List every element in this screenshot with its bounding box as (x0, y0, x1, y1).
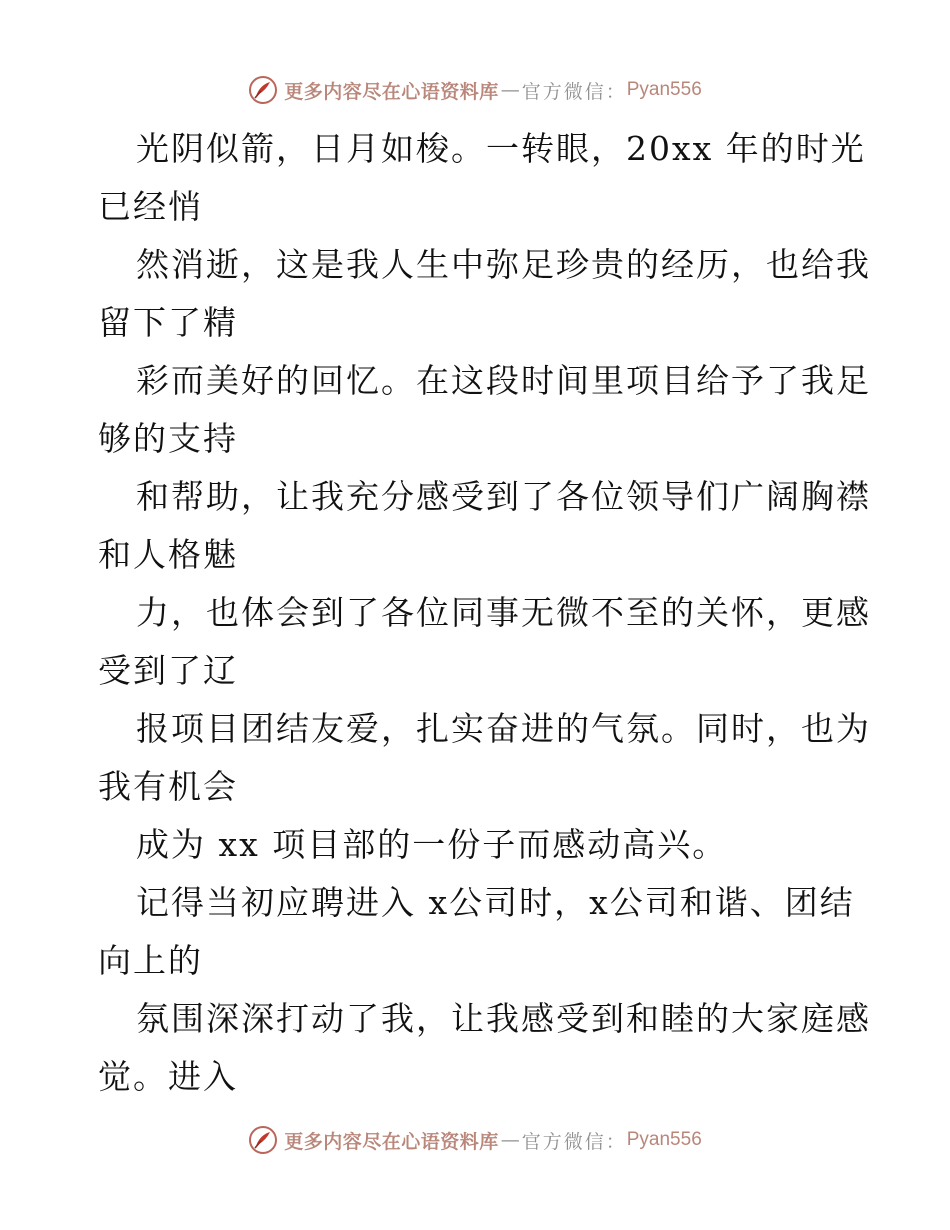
text-line: 已经悄 (98, 187, 203, 226)
text-line: 彩而美好的回忆。在这段时间里项目给予了我足 (136, 361, 871, 400)
footer-banner (0, 1120, 950, 1160)
header-wechat-id: Pyan556 (626, 79, 702, 100)
text-line: 和帮助，让我充分感受到了各位领导们广阔胸襟 (136, 477, 871, 516)
quill-logo-icon (248, 75, 278, 105)
document-body (98, 120, 878, 1106)
text-line: 然消逝，这是我人生中弥足珍贵的经历，也给我 (136, 245, 871, 284)
text-line: 力，也体会到了各位同事无微不至的关怀，更感 (136, 593, 871, 632)
header-wechat-label: 官方微信： (521, 80, 627, 103)
text-line: 记得当初应聘进入 x公司时，x公司和谐、团结 (136, 883, 855, 922)
header-brand-text: 更多内容尽在心语资料库 (284, 80, 499, 103)
text-line: 我有机会 (98, 767, 238, 806)
text-line: 报项目团结友爱，扎实奋进的气氛。同时，也为 (136, 709, 871, 748)
footer-wechat-id: Pyan556 (626, 1129, 702, 1150)
header-banner (0, 70, 950, 110)
text-line: 光阴似箭，日月如梭。一转眼，20xx 年的时光 (136, 129, 866, 168)
text-line: 氛围深深打动了我，让我感受到和睦的大家庭感 (136, 999, 871, 1038)
text-line: 受到了辽 (98, 651, 238, 690)
text-line: 和人格魅 (98, 535, 238, 574)
header-separator: — (500, 79, 520, 101)
footer-wechat-label: 官方微信： (521, 1130, 627, 1153)
text-line: 成为 xx 项目部的一份子而感动高兴。 (136, 825, 728, 864)
text-line: 够的支持 (98, 419, 238, 458)
quill-logo-icon (248, 1125, 278, 1155)
footer-brand-text: 更多内容尽在心语资料库 (284, 1130, 499, 1153)
text-line: 向上的 (98, 941, 203, 980)
text-line: 觉。进入 (98, 1057, 238, 1096)
text-line: 留下了精 (98, 303, 238, 342)
footer-separator: — (500, 1129, 520, 1151)
